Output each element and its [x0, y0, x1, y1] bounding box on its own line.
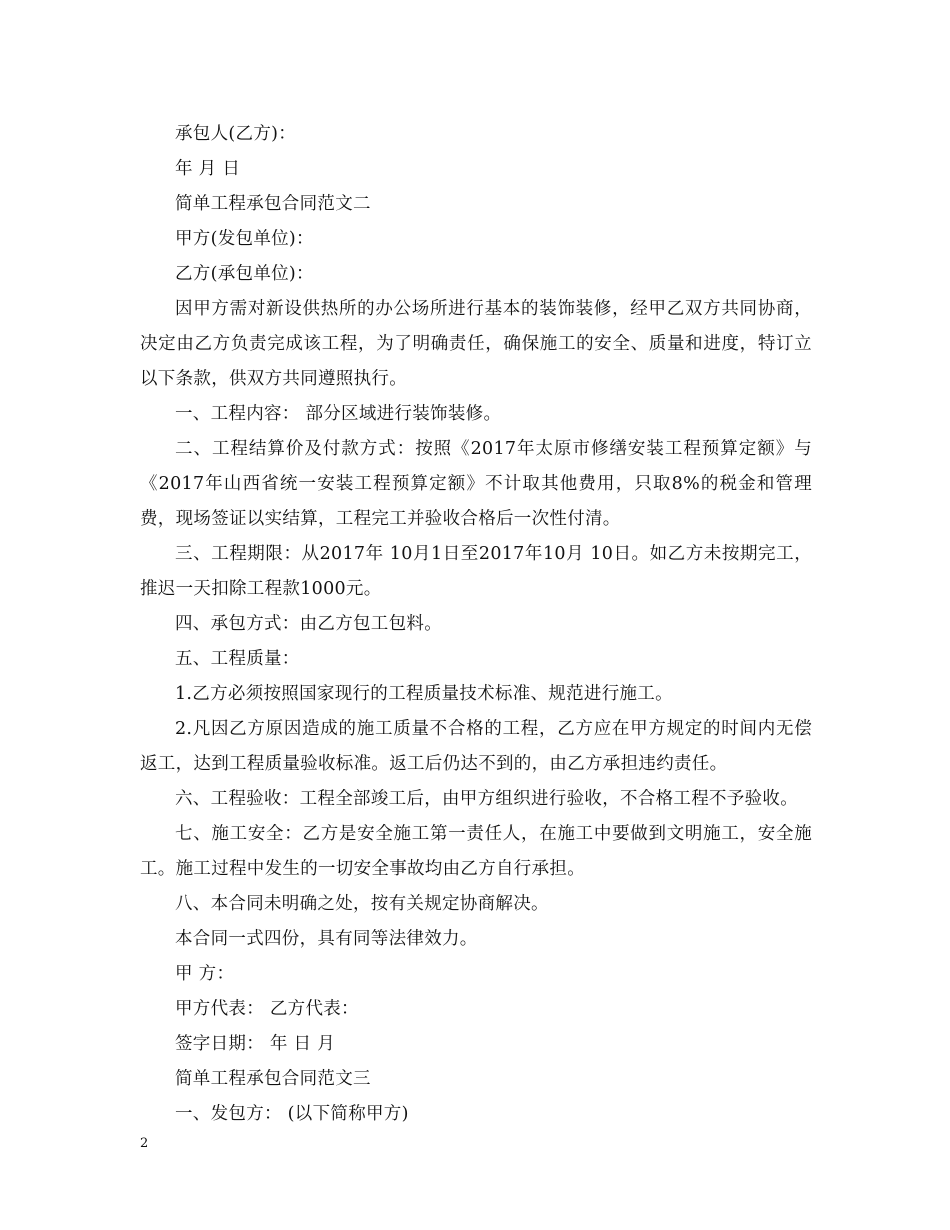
section-heading: 简单工程承包合同范文三 — [175, 1069, 371, 1089]
paragraph: 五、工程质量： — [175, 649, 300, 669]
section-heading: 简单工程承包合同范文二 — [175, 194, 371, 214]
paragraph: 甲 方： — [175, 964, 235, 984]
paragraph: 乙方(承包单位)： — [175, 264, 314, 284]
paragraph: 1.乙方必须按照国家现行的工程质量技术标准、规范进行施工。 — [175, 684, 673, 704]
paragraph: 六、工程验收：工程全部竣工后，由甲方组织进行验收，不合格工程不予验收。 — [175, 789, 798, 809]
paragraph: 甲方(发包单位)： — [175, 229, 314, 249]
paragraph: 年 月 日 — [175, 159, 241, 179]
paragraph: 四、承包方式：由乙方包工包料。 — [175, 614, 442, 634]
paragraph: 二、工程结算价及付款方式：按照《2017年太原市修缮安装工程预算定额》与《2017年山西省统一安装工程预算定额》不计取其他费用，只取8%的税金和管理费，现场签证以实结算，工程完工并验收合格后一次性付清。 — [140, 439, 812, 529]
document-body — [140, 117, 812, 1132]
paragraph: 2.凡因乙方原因造成的施工质量不合格的工程，乙方应在甲方规定的时间内无偿返工，达到工程质量验收标准。返工后仍达不到的，由乙方承担违约责任。 — [140, 719, 812, 774]
paragraph: 七、施工安全：乙方是安全施工第一责任人，在施工中要做到文明施工，安全施工。施工过程中发生的一切安全事故均由乙方自行承担。 — [140, 824, 812, 879]
paragraph: 一、工程内容： 部分区域进行装饰装修。 — [175, 404, 502, 424]
paragraph: 本合同一式四份，具有同等法律效力。 — [175, 929, 478, 949]
page-number: 2 — [140, 1136, 149, 1151]
paragraph: 承包人(乙方)： — [175, 124, 297, 144]
paragraph: 三、工程期限：从2017年 10月1日至2017年10月 10日。如乙方未按期完工，推迟一天扣除工程款1000元。 — [140, 544, 812, 599]
paragraph: 因甲方需对新设供热所的办公场所进行基本的装饰装修，经甲乙双方共同协商，决定由乙方负责完成该工程，为了明确责任，确保施工的安全、质量和进度，特订立以下条款，供双方共同遵照执行。 — [140, 299, 812, 389]
paragraph: 一、发包方： (以下简称甲方) — [175, 1104, 409, 1124]
paragraph: 八、本合同未明确之处，按有关规定协商解决。 — [175, 894, 549, 914]
paragraph: 签字日期： 年 日 月 — [175, 1034, 335, 1054]
paragraph: 甲方代表： 乙方代表： — [175, 999, 359, 1019]
